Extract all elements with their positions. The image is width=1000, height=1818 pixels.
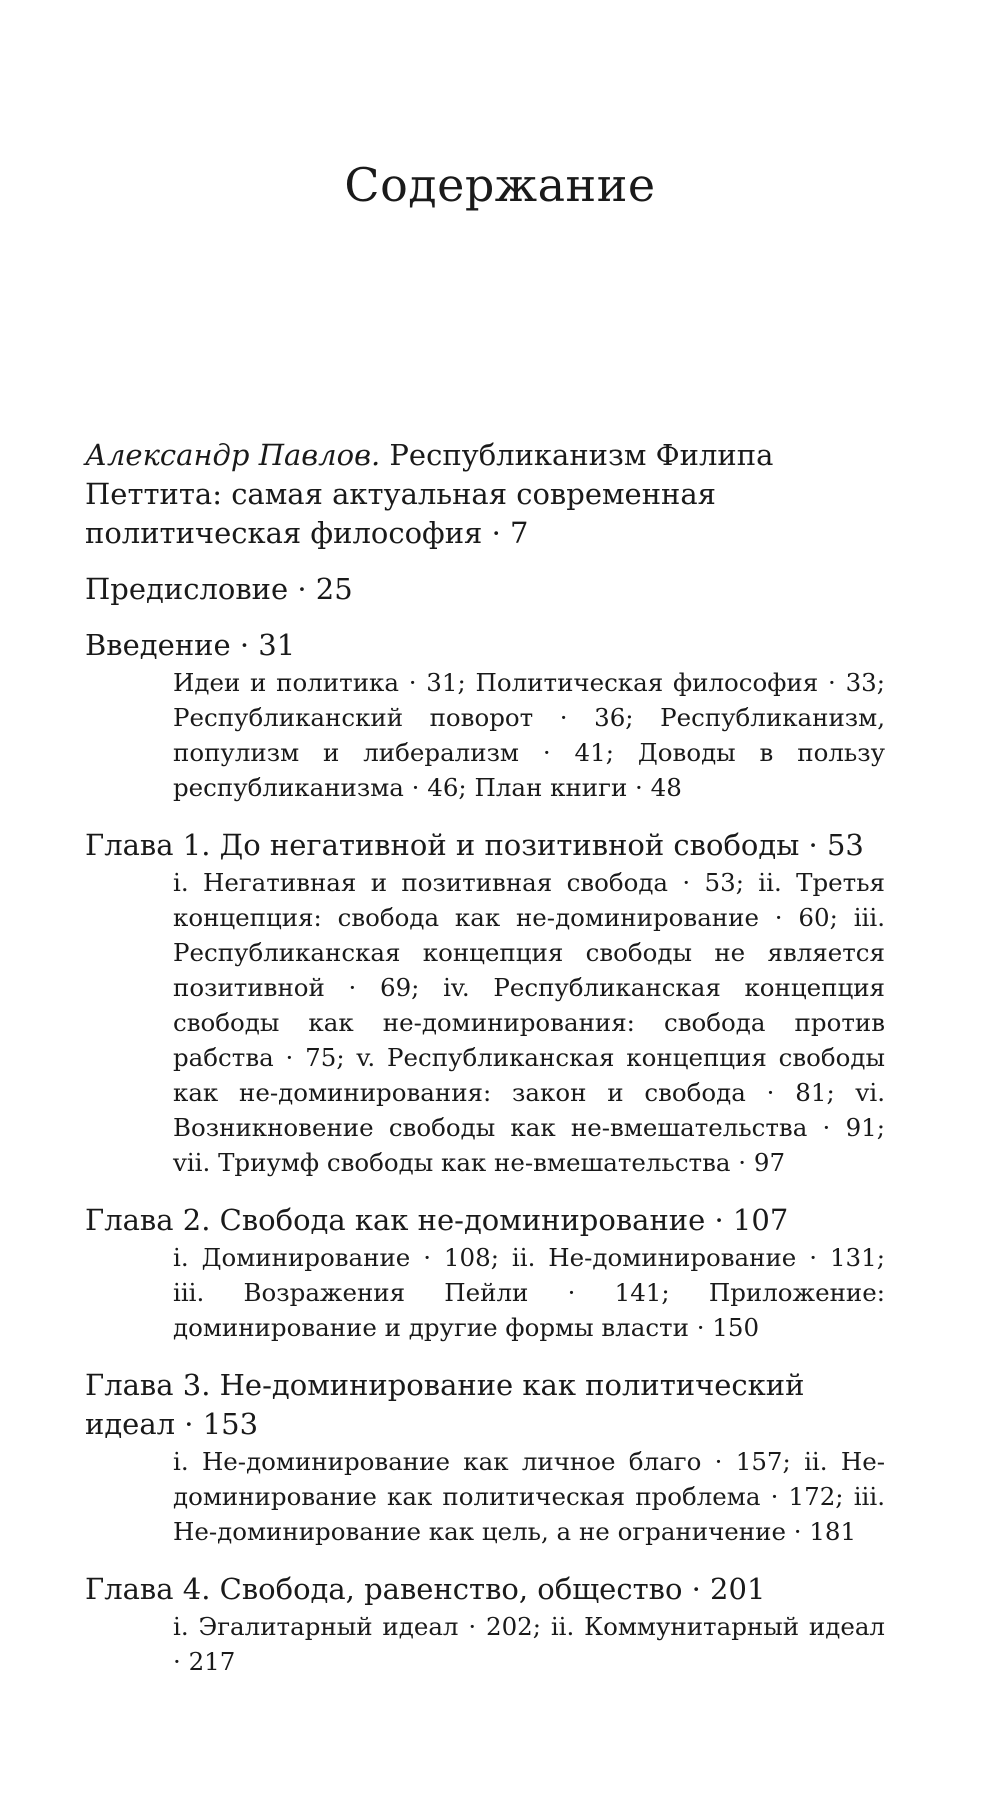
- toc-entry-chapter-4: [85, 1570, 885, 1679]
- toc-entry-heading: [85, 436, 885, 553]
- toc-entry-heading: Глава 2. Свобода как не-доминирование · 107: [85, 1203, 789, 1237]
- toc-entry-heading: Введение · 31: [85, 628, 296, 662]
- toc-entry-heading: Глава 3. Не-доминирование как политический идеал · 153: [85, 1368, 805, 1441]
- toc-entry-chapter-2: [85, 1201, 885, 1345]
- toc-entry-chapter-1: [85, 826, 885, 1180]
- toc-entry-sections: i. Не-доминирование как личное благо · 157; ii. Не-доминирование как политическая проблема · 172; iii. Не-доминирование как цель, а не ограничение · 181: [173, 1447, 885, 1546]
- page-title: Содержание: [344, 158, 656, 212]
- toc-entry-sections: i. Эгалитарный идеал · 202; ii. Коммунитарный идеал · 217: [173, 1612, 885, 1676]
- toc-entry-heading: Глава 1. До негативной и позитивной свободы · 53: [85, 828, 864, 862]
- toc-entry-sections: Идеи и политика · 31; Политическая философия · 33; Республиканский поворот · 36; Республиканизм, популизм и либерализм · 41; Доводы в пользу республиканизма · 46; План книги · 48: [173, 668, 885, 802]
- toc-entry-heading: Предисловие · 25: [85, 572, 353, 606]
- toc-entry-author: Александр Павлов.: [85, 438, 381, 472]
- toc-entry-chapter-3: [85, 1366, 885, 1549]
- toc-entry-introduction: [85, 626, 885, 805]
- toc-entry-foreword-pavlov: [85, 436, 885, 553]
- table-of-contents: [85, 436, 885, 1679]
- toc-entry-sections: i. Доминирование · 108; ii. Не-доминирование · 131; iii. Возражения Пейли · 141; Приложение: доминирование и другие формы власти · 150: [173, 1243, 885, 1342]
- toc-entry-preface: [85, 570, 885, 609]
- toc-entry-heading: Глава 4. Свобода, равенство, общество · 201: [85, 1572, 766, 1606]
- toc-entry-sections: i. Негативная и позитивная свобода · 53; ii. Третья концепция: свобода как не-доминирование · 60; iii. Республиканская концепция свободы не является позитивной · 69; iv. Республиканская концепция свободы как не-доминирования: свобода против рабства · 75; v. Республиканская концепция свободы как не-доминирования: закон и свобода · 81; vi. Возникновение свободы как не-вмешательства · 91; vii. Триумф свободы как не-вмешательства · 97: [173, 868, 885, 1177]
- toc-entry-title: Республиканизм Филипа Петтита: самая актуальная современная политическая философия · 7: [85, 438, 774, 550]
